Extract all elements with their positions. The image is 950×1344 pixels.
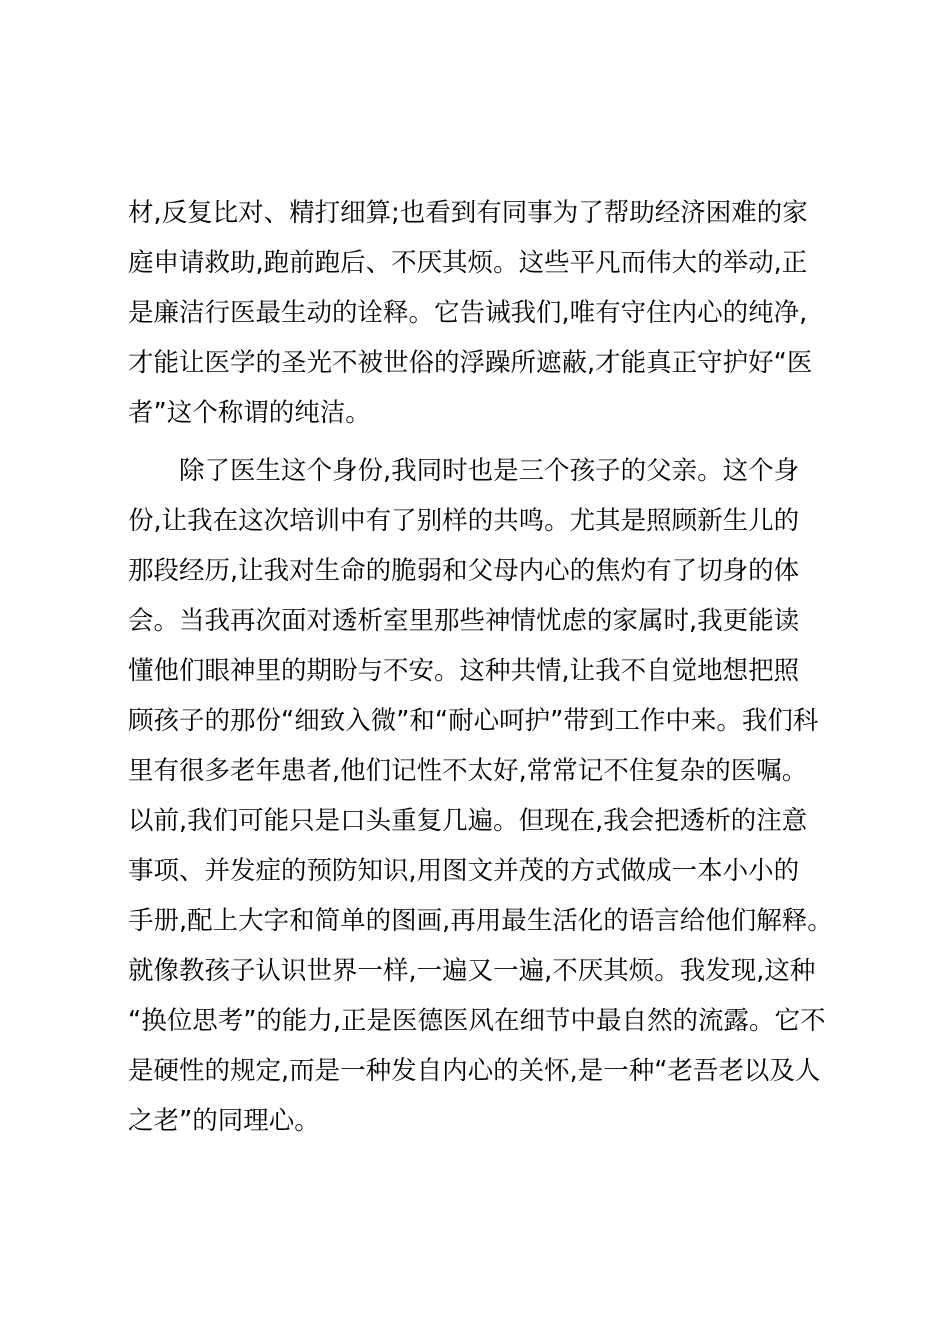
text-line: 份,让我在这次培训中有了别样的共鸣。尤其是照顾新生儿的 xyxy=(128,506,800,536)
text-line: 庭申请救助,跑前跑后、不厌其烦。这些平凡而伟大的举动,正 xyxy=(128,248,808,278)
text-line: “换位思考”的能力,正是医德医风在细节中最自然的流露。它不 xyxy=(128,1006,826,1036)
paragraph-1 xyxy=(128,188,820,438)
text-line: 才能让医学的圣光不被世俗的浮躁所遮蔽,才能真正守护好“医 xyxy=(128,348,813,378)
text-line: 材,反复比对、精打细算;也看到有同事为了帮助经济困难的家 xyxy=(128,198,808,228)
text-line: 是廉洁行医最生动的诠释。它告诫我们,唯有守住内心的纯净, xyxy=(128,298,808,328)
text-line: 顾孩子的那份“细致入微”和“耐心呵护”带到工作中来。我们科 xyxy=(128,706,819,736)
text-line: 会。当我再次面对透析室里那些神情忧虑的家属时,我更能读 xyxy=(128,606,800,636)
paragraph-2 xyxy=(128,446,833,1146)
text-line: 里有很多老年患者,他们记性不太好,常常记不住复杂的医嘱。 xyxy=(128,756,808,786)
text-line: 以前,我们可能只是口头重复几遍。但现在,我会把透析的注意 xyxy=(128,806,808,836)
text-line: 懂他们眼神里的期盼与不安。这种共情,让我不自觉地想把照 xyxy=(128,656,800,686)
text-line: 就像教孩子认识世界一样,一遍又一遍,不厌其烦。我发现,这种 xyxy=(128,956,816,986)
text-line: 除了医生这个身份,我同时也是三个孩子的父亲。这个身 xyxy=(179,456,800,486)
body-text xyxy=(128,188,833,1146)
text-line: 那段经历,让我对生命的脆弱和父母内心的焦灼有了切身的体 xyxy=(128,556,800,586)
text-line: 之老”的同理心。 xyxy=(128,1106,320,1136)
text-line: 是硬性的规定,而是一种发自内心的关怀,是一种“老吾老以及人 xyxy=(128,1056,821,1086)
text-line: 者”这个称谓的纯洁。 xyxy=(128,398,371,428)
text-line: 手册,配上大字和简单的图画,再用最生活化的语言给他们解释。 xyxy=(128,906,833,936)
text-line: 事项、并发症的预防知识,用图文并茂的方式做成一本小小的 xyxy=(128,856,800,886)
